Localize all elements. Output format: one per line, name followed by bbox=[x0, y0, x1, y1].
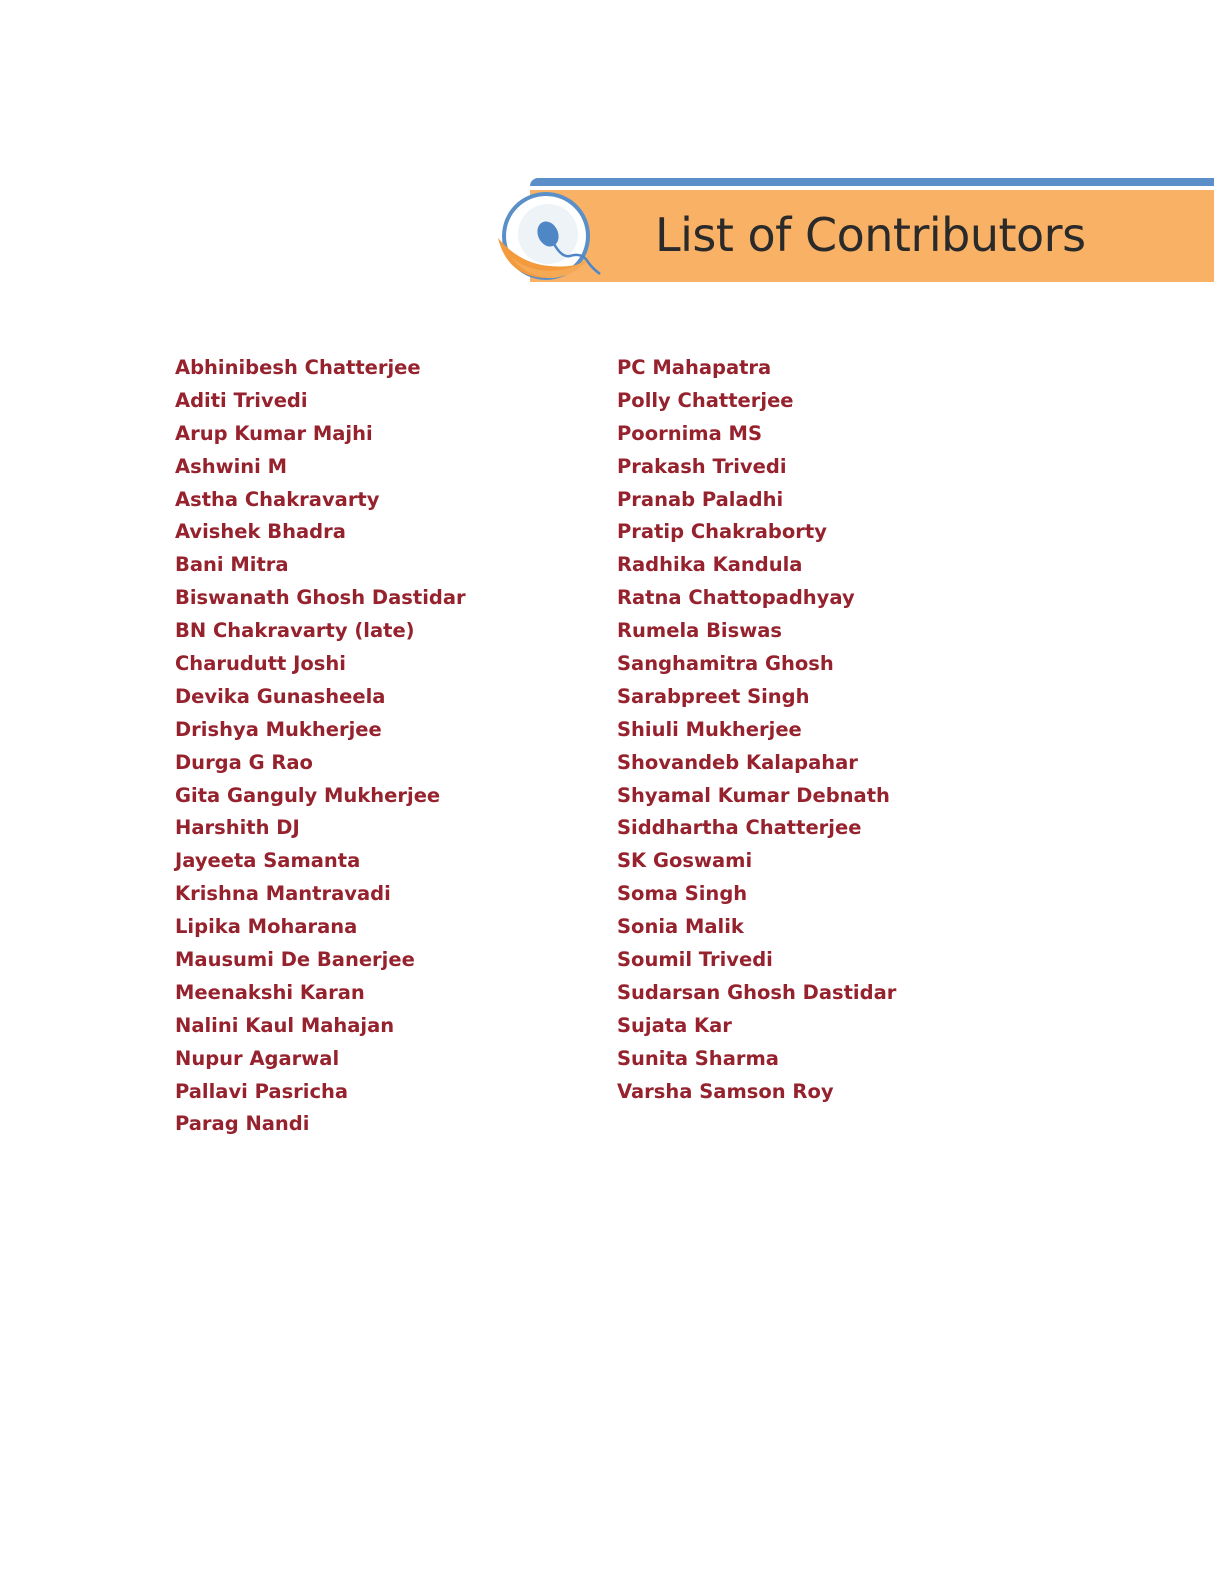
contributor-name: Sujata Kar bbox=[617, 1013, 732, 1037]
contributor-name: Bani Mitra bbox=[175, 553, 289, 577]
contributor-name: Devika Gunasheela bbox=[175, 684, 386, 708]
contributor-name: Ratna Chattopadhyay bbox=[617, 586, 855, 610]
contributor-name: Parag Nandi bbox=[175, 1112, 310, 1136]
contributor-name: Meenakshi Karan bbox=[175, 980, 365, 1004]
contributor-name: Pratip Chakraborty bbox=[617, 520, 827, 544]
contributor-name: Sonia Malik bbox=[617, 915, 744, 939]
contributors-column-left bbox=[175, 352, 466, 1141]
contributor-name: Soumil Trivedi bbox=[617, 948, 773, 972]
contributor-name: Sunita Sharma bbox=[617, 1046, 779, 1070]
contributor-name: Sudarsan Ghosh Dastidar bbox=[617, 980, 897, 1004]
contributor-name: Prakash Trivedi bbox=[617, 454, 787, 478]
contributor-name: Pallavi Pasricha bbox=[175, 1079, 349, 1103]
contributor-name: Biswanath Ghosh Dastidar bbox=[175, 586, 466, 610]
contributor-name: Gita Ganguly Mukherjee bbox=[175, 783, 441, 807]
contributor-name: Rumela Biswas bbox=[617, 619, 783, 643]
contributor-name: Sanghamitra Ghosh bbox=[617, 652, 834, 676]
contributor-name: Shovandeb Kalapahar bbox=[617, 750, 858, 774]
contributor-name: Harshith DJ bbox=[175, 816, 300, 840]
contributor-name: Aditi Trivedi bbox=[175, 388, 308, 412]
contributors-column-right bbox=[617, 352, 896, 1108]
chapter-header bbox=[490, 178, 1214, 284]
contributor-name: Arup Kumar Majhi bbox=[175, 421, 373, 445]
contributor-name: Varsha Samson Roy bbox=[617, 1079, 834, 1103]
contributor-name: Charudutt Joshi bbox=[175, 652, 346, 676]
contributor-name: Mausumi De Banerjee bbox=[175, 948, 415, 972]
contributor-name: Ashwini M bbox=[175, 454, 288, 478]
contributor-name: Shyamal Kumar Debnath bbox=[617, 783, 890, 807]
contributor-name: Nupur Agarwal bbox=[175, 1046, 340, 1070]
contributor-name: Krishna Mantravadi bbox=[175, 882, 391, 906]
contributor-name: Avishek Bhadra bbox=[175, 520, 346, 544]
contributor-name: Shiuli Mukherjee bbox=[617, 717, 802, 741]
contributor-name: Soma Singh bbox=[617, 882, 748, 906]
contributor-name: Jayeeta Samanta bbox=[175, 849, 361, 873]
contributor-name: Poornima MS bbox=[617, 421, 762, 445]
contributor-name: Nalini Kaul Mahajan bbox=[175, 1013, 395, 1037]
contributor-name: Lipika Moharana bbox=[175, 915, 358, 939]
contributor-name: Polly Chatterjee bbox=[617, 388, 794, 412]
contributor-name: Abhinibesh Chatterjee bbox=[175, 356, 421, 379]
sperm-in-hands-icon bbox=[490, 178, 608, 284]
contributor-name: PC Mahapatra bbox=[617, 356, 772, 379]
contributor-name: Durga G Rao bbox=[175, 750, 313, 774]
contributor-name: Astha Chakravarty bbox=[175, 487, 380, 511]
contributor-name: Siddhartha Chatterjee bbox=[617, 816, 862, 840]
contributor-name: Drishya Mukherjee bbox=[175, 717, 382, 741]
contributor-name: Radhika Kandula bbox=[617, 553, 803, 577]
contributor-name: Pranab Paladhi bbox=[617, 487, 784, 511]
page-title: List of Contributors bbox=[655, 208, 1086, 262]
contributor-name: BN Chakravarty (late) bbox=[175, 619, 415, 643]
contributor-name: Sarabpreet Singh bbox=[617, 684, 810, 708]
contributor-name: SK Goswami bbox=[617, 849, 753, 873]
header-blue-stripe bbox=[530, 178, 1214, 186]
